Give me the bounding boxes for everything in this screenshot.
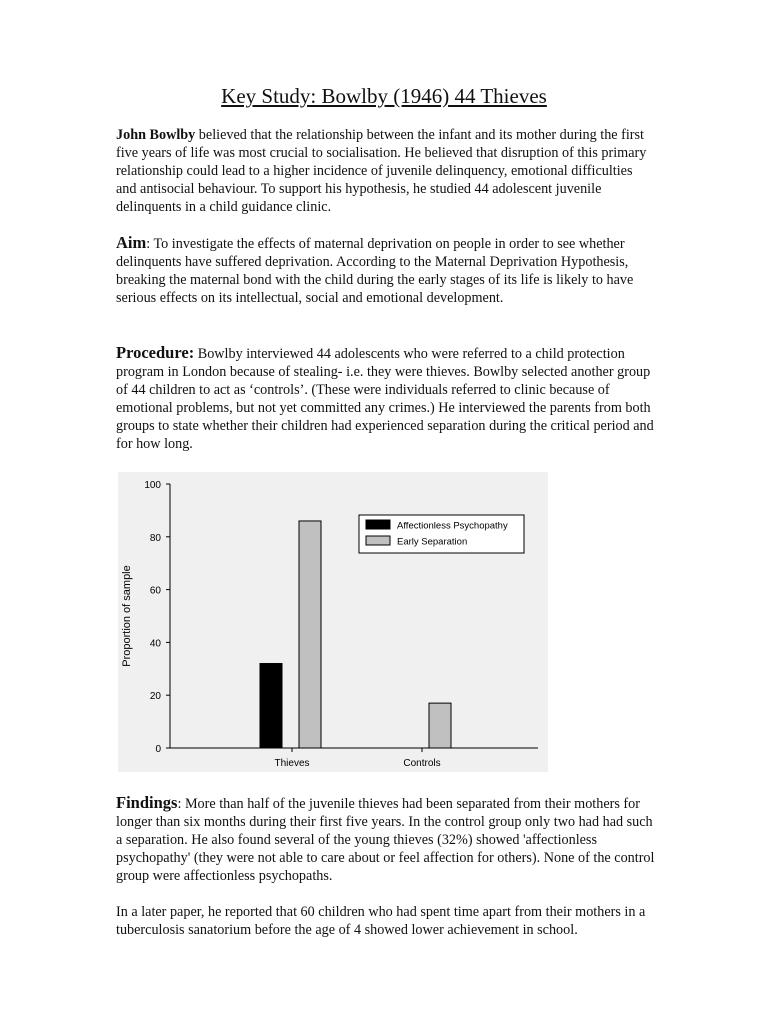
findings-heading: Findings <box>116 793 178 812</box>
findings-text: : More than half of the juvenile thieves had been separated from their mothers for longer than six months during their first five years. In the control group only two had had such a separation. He also found several of the young thieves (32%) showed 'affectionless psychopathy' (they were not able to care about or feel affection for others). None of the control group were affectionless psychopaths. <box>116 796 655 884</box>
y-tick-label: 20 <box>149 691 161 703</box>
aim-text: : To investigate the effects of maternal deprivation on people in order to see whether delinquents have suffered deprivation. According to the Maternal Deprivation Hypothesis, breaking the maternal bond with the child during the early stages of its life is likely to have serious effects on its intellectual, social and emotional development. <box>116 236 634 306</box>
y-tick-label: 40 <box>149 638 161 650</box>
x-tick-label-controls: Controls <box>403 758 441 769</box>
aim-paragraph <box>116 234 656 307</box>
legend-swatch-1 <box>366 536 390 545</box>
bar-thieves-early-separation <box>299 521 321 748</box>
y-tick-label: 0 <box>155 744 161 755</box>
intro-paragraph <box>116 126 656 216</box>
author-name: John Bowlby <box>116 127 196 143</box>
chart-svg <box>118 472 548 772</box>
y-tick-label: 80 <box>149 532 161 544</box>
procedure-paragraph <box>116 344 656 453</box>
later-paragraph: In a later paper, he reported that 60 children who had spent time apart from their mothers in a tuberculosis sanatorium before the age of 4 showed lower achievement in school. <box>116 904 646 938</box>
findings-paragraph <box>116 794 656 885</box>
aim-heading: Aim <box>116 233 147 252</box>
procedure-heading: Procedure: <box>116 343 195 362</box>
intro-text: believed that the relationship between the infant and its mother during the first five years of life was most crucial to socialisation. He believed that disruption of this primary relationship could lead to a higher incidence of juvenile delinquency, emotional difficulties and antisocial behaviour. To support his hypothesis, he studied 44 adolescent juvenile delinquents in a child guidance clinic. <box>116 127 647 215</box>
procedure-text: Bowlby interviewed 44 adolescents who were referred to a child protection program in London because of stealing- i.e. they were thieves. Bowlby selected another group of 44 children to act as ‘controls’. (These were individuals referred to clinic because of emotional problems, but not yet committed any crimes.) He interviewed the parents from both groups to state whether their children had experienced separation during the critical period and for how long. <box>116 346 654 452</box>
page-title: Key Study: Bowlby (1946) 44 Thieves <box>221 84 547 108</box>
legend-label-0: Affectionless Psychopathy <box>397 520 508 532</box>
bar-controls-early-separation <box>429 703 451 748</box>
bar-thieves-affectionless-psychopathy <box>260 664 282 748</box>
bar-chart <box>118 472 548 772</box>
y-tick-label: 100 <box>144 480 161 491</box>
y-axis-title: Proportion of sample <box>121 565 133 667</box>
legend-label-1: Early Separation <box>397 536 468 548</box>
y-tick-label: 60 <box>149 585 161 597</box>
legend-swatch-0 <box>366 520 390 529</box>
x-tick-label-thieves: Thieves <box>274 758 310 769</box>
